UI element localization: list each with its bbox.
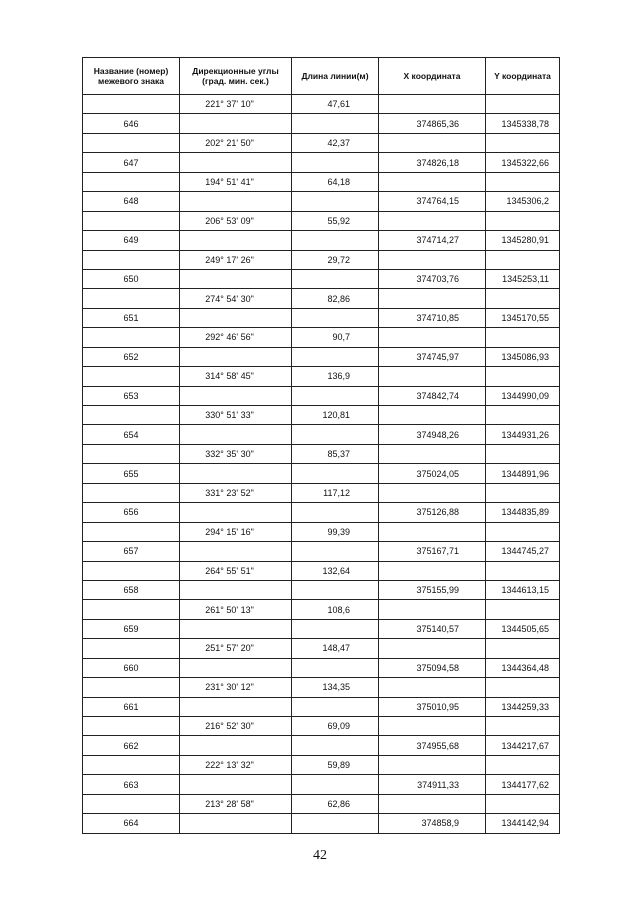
- cell-x-coordinate: [379, 289, 486, 308]
- cell-x-coordinate: [379, 600, 486, 619]
- cell-y-coordinate: 1344891,96: [486, 464, 560, 483]
- cell-line-length: [292, 619, 379, 638]
- header-y: Y координата: [486, 58, 560, 95]
- cell-direction-angle: 331° 23' 52": [180, 483, 292, 502]
- cell-y-coordinate: [486, 406, 560, 425]
- cell-point-name: 661: [83, 697, 180, 716]
- cell-point-name: [83, 328, 180, 347]
- cell-x-coordinate: 374911,33: [379, 775, 486, 794]
- cell-x-coordinate: [379, 678, 486, 697]
- coordinates-table-sheet: [82, 57, 559, 834]
- cell-x-coordinate: 375094,58: [379, 658, 486, 677]
- cell-x-coordinate: 375167,71: [379, 542, 486, 561]
- cell-direction-angle: 251° 57' 20": [180, 639, 292, 658]
- cell-x-coordinate: [379, 561, 486, 580]
- cell-x-coordinate: [379, 250, 486, 269]
- point-row: [83, 347, 560, 366]
- cell-x-coordinate: 375140,57: [379, 619, 486, 638]
- cell-x-coordinate: 374948,26: [379, 425, 486, 444]
- cell-direction-angle: [180, 386, 292, 405]
- cell-point-name: 663: [83, 775, 180, 794]
- cell-line-length: [292, 814, 379, 833]
- cell-point-name: [83, 444, 180, 463]
- cell-y-coordinate: 1345322,66: [486, 153, 560, 172]
- cell-line-length: [292, 775, 379, 794]
- cell-y-coordinate: [486, 639, 560, 658]
- cell-line-length: 47,61: [292, 95, 379, 114]
- segment-row: [83, 289, 560, 308]
- cell-y-coordinate: 1344259,33: [486, 697, 560, 716]
- cell-line-length: 108,6: [292, 600, 379, 619]
- cell-line-length: [292, 269, 379, 288]
- cell-point-name: 652: [83, 347, 180, 366]
- segment-row: [83, 678, 560, 697]
- cell-line-length: 136,9: [292, 367, 379, 386]
- point-row: [83, 619, 560, 638]
- cell-point-name: [83, 406, 180, 425]
- cell-direction-angle: [180, 736, 292, 755]
- cell-y-coordinate: 1344835,89: [486, 503, 560, 522]
- segment-row: [83, 172, 560, 191]
- cell-direction-angle: [180, 619, 292, 638]
- cell-point-name: 659: [83, 619, 180, 638]
- point-row: [83, 114, 560, 133]
- cell-x-coordinate: [379, 794, 486, 813]
- segment-row: [83, 406, 560, 425]
- cell-line-length: 29,72: [292, 250, 379, 269]
- cell-x-coordinate: [379, 406, 486, 425]
- segment-row: [83, 328, 560, 347]
- cell-point-name: [83, 678, 180, 697]
- cell-y-coordinate: [486, 600, 560, 619]
- cell-point-name: [83, 561, 180, 580]
- point-row: [83, 775, 560, 794]
- cell-x-coordinate: [379, 755, 486, 774]
- cell-point-name: [83, 717, 180, 736]
- cell-line-length: 64,18: [292, 172, 379, 191]
- cell-line-length: 99,39: [292, 522, 379, 541]
- cell-y-coordinate: [486, 289, 560, 308]
- cell-line-length: [292, 386, 379, 405]
- cell-line-length: 85,37: [292, 444, 379, 463]
- cell-point-name: 653: [83, 386, 180, 405]
- cell-x-coordinate: 374858,9: [379, 814, 486, 833]
- cell-line-length: 117,12: [292, 483, 379, 502]
- cell-point-name: [83, 639, 180, 658]
- cell-y-coordinate: 1345086,93: [486, 347, 560, 366]
- cell-y-coordinate: [486, 211, 560, 230]
- segment-row: [83, 794, 560, 813]
- cell-line-length: [292, 464, 379, 483]
- cell-line-length: [292, 114, 379, 133]
- cell-point-name: [83, 133, 180, 152]
- cell-point-name: 660: [83, 658, 180, 677]
- point-row: [83, 425, 560, 444]
- point-row: [83, 503, 560, 522]
- cell-direction-angle: 216° 52' 30": [180, 717, 292, 736]
- cell-x-coordinate: [379, 444, 486, 463]
- cell-y-coordinate: 1344931,26: [486, 425, 560, 444]
- cell-direction-angle: [180, 542, 292, 561]
- cell-direction-angle: 314° 58' 45": [180, 367, 292, 386]
- segment-row: [83, 717, 560, 736]
- cell-point-name: 648: [83, 192, 180, 211]
- point-row: [83, 580, 560, 599]
- cell-line-length: 69,09: [292, 717, 379, 736]
- cell-line-length: 134,35: [292, 678, 379, 697]
- cell-y-coordinate: 1345170,55: [486, 308, 560, 327]
- cell-direction-angle: 202° 21' 50": [180, 133, 292, 152]
- header-name: Название (номер) межевого знака: [83, 58, 180, 95]
- cell-line-length: 132,64: [292, 561, 379, 580]
- cell-direction-angle: 261° 50' 13": [180, 600, 292, 619]
- segment-row: [83, 250, 560, 269]
- cell-line-length: [292, 231, 379, 250]
- header-row: [83, 58, 560, 95]
- cell-point-name: [83, 211, 180, 230]
- point-row: [83, 736, 560, 755]
- cell-x-coordinate: 374745,97: [379, 347, 486, 366]
- cell-direction-angle: 330° 51' 33": [180, 406, 292, 425]
- cell-x-coordinate: 374714,27: [379, 231, 486, 250]
- cell-direction-angle: [180, 775, 292, 794]
- cell-x-coordinate: [379, 483, 486, 502]
- cell-direction-angle: 231° 30' 12": [180, 678, 292, 697]
- cell-y-coordinate: 1344142,94: [486, 814, 560, 833]
- cell-direction-angle: [180, 503, 292, 522]
- cell-y-coordinate: [486, 444, 560, 463]
- cell-point-name: 651: [83, 308, 180, 327]
- cell-x-coordinate: [379, 95, 486, 114]
- cell-direction-angle: [180, 658, 292, 677]
- header-angle: Дирекционные углы (град. мин. сек.): [180, 58, 292, 95]
- cell-point-name: 658: [83, 580, 180, 599]
- cell-direction-angle: [180, 153, 292, 172]
- cell-direction-angle: 264° 55' 51": [180, 561, 292, 580]
- cell-y-coordinate: 1344177,62: [486, 775, 560, 794]
- segment-row: [83, 444, 560, 463]
- point-row: [83, 814, 560, 833]
- cell-point-name: [83, 755, 180, 774]
- cell-x-coordinate: 374710,85: [379, 308, 486, 327]
- point-row: [83, 658, 560, 677]
- segment-row: [83, 600, 560, 619]
- cell-direction-angle: 213° 28' 58": [180, 794, 292, 813]
- segment-row: [83, 522, 560, 541]
- cell-x-coordinate: 374865,36: [379, 114, 486, 133]
- cell-y-coordinate: 1344745,27: [486, 542, 560, 561]
- boundary-coordinates-table: [82, 57, 560, 834]
- cell-x-coordinate: 374826,18: [379, 153, 486, 172]
- cell-y-coordinate: 1344613,15: [486, 580, 560, 599]
- cell-y-coordinate: 1345306,2: [486, 192, 560, 211]
- cell-x-coordinate: 374764,15: [379, 192, 486, 211]
- cell-line-length: [292, 192, 379, 211]
- cell-y-coordinate: 1344505,65: [486, 619, 560, 638]
- point-row: [83, 269, 560, 288]
- cell-x-coordinate: [379, 639, 486, 658]
- cell-line-length: 62,86: [292, 794, 379, 813]
- cell-y-coordinate: [486, 522, 560, 541]
- cell-line-length: [292, 347, 379, 366]
- cell-direction-angle: [180, 308, 292, 327]
- cell-point-name: [83, 172, 180, 191]
- cell-point-name: [83, 794, 180, 813]
- cell-y-coordinate: [486, 717, 560, 736]
- cell-line-length: 42,37: [292, 133, 379, 152]
- segment-row: [83, 755, 560, 774]
- cell-x-coordinate: 375010,95: [379, 697, 486, 716]
- cell-point-name: [83, 367, 180, 386]
- cell-y-coordinate: [486, 328, 560, 347]
- cell-line-length: [292, 425, 379, 444]
- cell-x-coordinate: [379, 211, 486, 230]
- cell-point-name: [83, 289, 180, 308]
- point-row: [83, 308, 560, 327]
- segment-row: [83, 133, 560, 152]
- cell-line-length: [292, 658, 379, 677]
- cell-direction-angle: 274° 54' 30": [180, 289, 292, 308]
- cell-x-coordinate: [379, 133, 486, 152]
- cell-y-coordinate: 1345338,78: [486, 114, 560, 133]
- cell-line-length: 120,81: [292, 406, 379, 425]
- point-row: [83, 464, 560, 483]
- cell-direction-angle: [180, 114, 292, 133]
- cell-x-coordinate: 374703,76: [379, 269, 486, 288]
- cell-x-coordinate: [379, 522, 486, 541]
- cell-point-name: 649: [83, 231, 180, 250]
- cell-x-coordinate: 374955,68: [379, 736, 486, 755]
- cell-point-name: 654: [83, 425, 180, 444]
- cell-direction-angle: [180, 814, 292, 833]
- cell-line-length: [292, 542, 379, 561]
- cell-direction-angle: [180, 192, 292, 211]
- cell-point-name: [83, 483, 180, 502]
- cell-direction-angle: [180, 269, 292, 288]
- cell-point-name: 662: [83, 736, 180, 755]
- cell-direction-angle: 332° 35' 30": [180, 444, 292, 463]
- cell-direction-angle: 221° 37' 10": [180, 95, 292, 114]
- cell-direction-angle: [180, 464, 292, 483]
- cell-x-coordinate: [379, 328, 486, 347]
- cell-point-name: [83, 522, 180, 541]
- cell-direction-angle: [180, 697, 292, 716]
- cell-point-name: [83, 95, 180, 114]
- cell-direction-angle: [180, 347, 292, 366]
- page-number: 42: [313, 848, 327, 863]
- cell-point-name: 650: [83, 269, 180, 288]
- cell-direction-angle: 206° 53' 09": [180, 211, 292, 230]
- cell-direction-angle: 194° 51' 41": [180, 172, 292, 191]
- point-row: [83, 231, 560, 250]
- cell-direction-angle: 292° 46' 56": [180, 328, 292, 347]
- cell-y-coordinate: 1345253,11: [486, 269, 560, 288]
- segment-row: [83, 639, 560, 658]
- cell-point-name: 647: [83, 153, 180, 172]
- cell-line-length: [292, 697, 379, 716]
- cell-x-coordinate: 375155,99: [379, 580, 486, 599]
- cell-line-length: [292, 580, 379, 599]
- cell-y-coordinate: [486, 561, 560, 580]
- segment-row: [83, 367, 560, 386]
- cell-point-name: 655: [83, 464, 180, 483]
- cell-line-length: 55,92: [292, 211, 379, 230]
- cell-line-length: [292, 736, 379, 755]
- cell-y-coordinate: [486, 172, 560, 191]
- cell-direction-angle: [180, 580, 292, 599]
- cell-direction-angle: [180, 231, 292, 250]
- cell-y-coordinate: 1344364,48: [486, 658, 560, 677]
- segment-row: [83, 211, 560, 230]
- cell-line-length: [292, 308, 379, 327]
- segment-row: [83, 561, 560, 580]
- cell-point-name: 657: [83, 542, 180, 561]
- cell-y-coordinate: [486, 794, 560, 813]
- table-body: [83, 95, 560, 834]
- cell-point-name: 646: [83, 114, 180, 133]
- cell-y-coordinate: 1344990,09: [486, 386, 560, 405]
- point-row: [83, 542, 560, 561]
- cell-y-coordinate: [486, 367, 560, 386]
- cell-y-coordinate: 1344217,67: [486, 736, 560, 755]
- cell-x-coordinate: 375126,88: [379, 503, 486, 522]
- cell-y-coordinate: [486, 678, 560, 697]
- cell-point-name: 656: [83, 503, 180, 522]
- cell-x-coordinate: [379, 367, 486, 386]
- cell-y-coordinate: [486, 483, 560, 502]
- header-x: X координата: [379, 58, 486, 95]
- cell-line-length: 82,86: [292, 289, 379, 308]
- header-length: Длина линии(м): [292, 58, 379, 95]
- segment-row: [83, 483, 560, 502]
- cell-line-length: [292, 503, 379, 522]
- cell-direction-angle: [180, 425, 292, 444]
- cell-y-coordinate: [486, 95, 560, 114]
- cell-x-coordinate: 374842,74: [379, 386, 486, 405]
- cell-y-coordinate: [486, 133, 560, 152]
- cell-y-coordinate: 1345280,91: [486, 231, 560, 250]
- point-row: [83, 192, 560, 211]
- cell-line-length: 90,7: [292, 328, 379, 347]
- segment-row: [83, 95, 560, 114]
- cell-direction-angle: 222° 13' 32": [180, 755, 292, 774]
- cell-y-coordinate: [486, 755, 560, 774]
- point-row: [83, 153, 560, 172]
- point-row: [83, 697, 560, 716]
- cell-y-coordinate: [486, 250, 560, 269]
- cell-line-length: 148,47: [292, 639, 379, 658]
- cell-point-name: 664: [83, 814, 180, 833]
- cell-point-name: [83, 250, 180, 269]
- cell-x-coordinate: 375024,05: [379, 464, 486, 483]
- cell-point-name: [83, 600, 180, 619]
- cell-x-coordinate: [379, 172, 486, 191]
- point-row: [83, 386, 560, 405]
- cell-direction-angle: 249° 17' 26": [180, 250, 292, 269]
- cell-line-length: [292, 153, 379, 172]
- cell-direction-angle: 294° 15' 16": [180, 522, 292, 541]
- cell-line-length: 59,89: [292, 755, 379, 774]
- cell-x-coordinate: [379, 717, 486, 736]
